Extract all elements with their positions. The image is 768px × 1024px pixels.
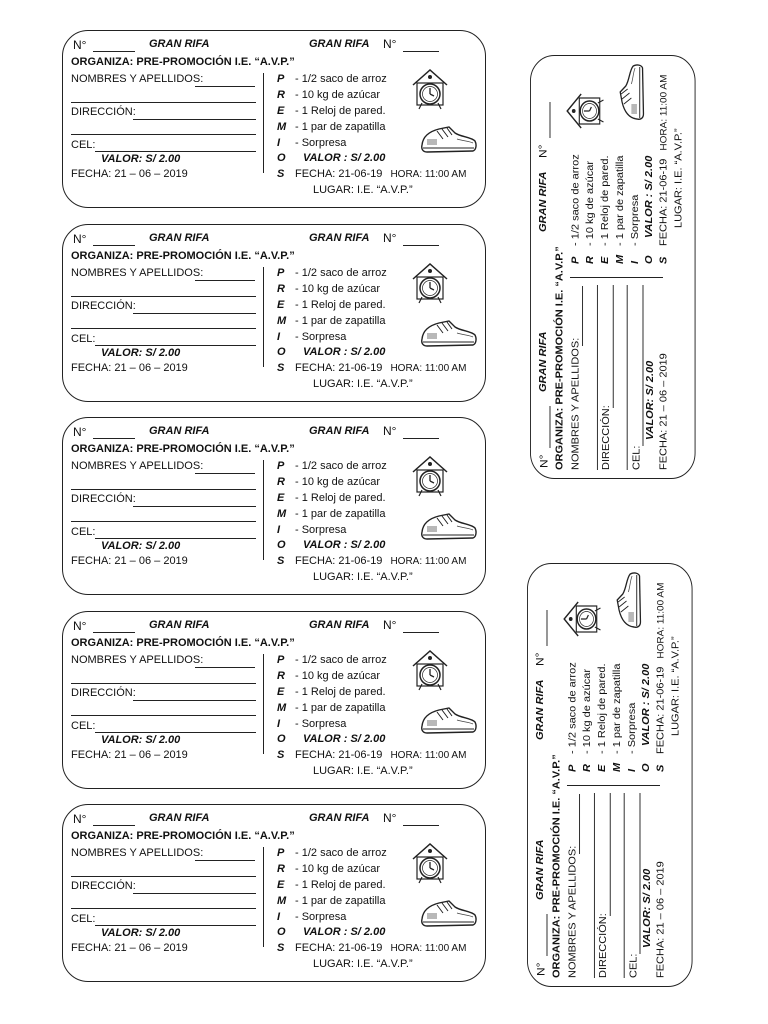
prize-row: R - 10 kg de azúcar	[277, 89, 380, 101]
ticket-title-right: GRAN RIFA	[309, 232, 370, 244]
prize-row: I - Sorpresa	[277, 524, 347, 536]
raffle-ticket	[530, 55, 696, 479]
organizer-line: ORGANIZA: PRE-PROMOCIÓN I.E. “A.V.P.”	[71, 637, 295, 649]
raffle-ticket	[62, 611, 486, 789]
price-left: VALOR: S/ 2.00	[101, 347, 181, 359]
prize-row: M - 1 par de zapatilla	[277, 315, 386, 327]
prize-row: R- 10 kg de azúcar	[584, 161, 597, 264]
prize-row: I- Sorpresa	[626, 702, 638, 772]
cel-label: CEL:	[71, 526, 96, 538]
raffle-ticket	[62, 417, 486, 595]
number-label: N°	[73, 38, 87, 52]
hour-text: HORA: 11:00 AM	[390, 750, 467, 761]
prize-row: P - 1/2 saco de arroz	[277, 267, 387, 279]
ticket-title-left: GRAN RIFA	[537, 331, 549, 392]
prize-row: M- 1 par de zapatilla	[611, 663, 623, 772]
ticket-title-right: GRAN RIFA	[309, 38, 370, 50]
prize-row: P- 1/2 saco de arroz	[569, 154, 582, 264]
ticket-title-right: GRAN RIFA	[309, 812, 370, 824]
sneaker-icon	[419, 123, 479, 157]
place-text: LUGAR: I.E. “A.V.P.”	[313, 378, 413, 390]
organizer-line: ORGANIZA: PRE-PROMOCIÓN I.E. “A.V.P.”	[71, 250, 295, 262]
names-label: NOMBRES Y APELLIDOS:	[566, 845, 579, 978]
prize-row: E - 1 Reloj de pared.	[277, 105, 386, 117]
clock-icon	[564, 88, 607, 134]
price-left: VALOR: S/ 2.00	[101, 734, 181, 746]
prize-row: P - 1/2 saco de arroz	[277, 654, 387, 666]
price-left: VALOR: S/ 2.00	[101, 540, 181, 552]
date-left: FECHA: 21 – 06 – 2019	[71, 168, 188, 180]
ticket-title-right: GRAN RIFA	[309, 425, 370, 437]
prize-row: E - 1 Reloj de pared.	[277, 299, 386, 311]
sneaker-icon	[419, 317, 479, 351]
price-left: VALOR: S/ 2.00	[101, 153, 181, 165]
raffle-ticket	[527, 563, 693, 987]
place-text: LUGAR: I.E. “A.V.P.”	[313, 184, 413, 196]
prize-row: O VALOR : S/ 2.00	[277, 539, 386, 551]
prize-row: O VALOR : S/ 2.00	[277, 152, 386, 164]
prize-row: O VALOR : S/ 2.00	[277, 346, 386, 358]
place-text: LUGAR: I.E. “A.V.P.”	[670, 636, 682, 736]
price-left: VALOR: S/ 2.00	[101, 927, 181, 939]
date-left: FECHA: 21 – 06 – 2019	[71, 942, 188, 954]
ticket-title-right: GRAN RIFA	[309, 619, 370, 631]
number-label-right: N°	[383, 37, 397, 51]
prize-row: M - 1 par de zapatilla	[277, 508, 386, 520]
ticket-title-left: GRAN RIFA	[149, 38, 210, 50]
number-label-right: N°	[383, 811, 397, 825]
number-label-right: N°	[383, 424, 397, 438]
number-label: N°	[73, 232, 87, 246]
prize-row: S FECHA: 21-06-19 HORA: 11:00 AM	[277, 555, 467, 567]
prize-row: SFECHA: 21-06-19HORA: 11:00 AM	[658, 74, 670, 264]
prize-row: R - 10 kg de azúcar	[277, 283, 380, 295]
prize-row: R - 10 kg de azúcar	[277, 670, 380, 682]
prize-row: M- 1 par de zapatilla	[614, 155, 626, 264]
ticket-title-right: GRAN RIFA	[534, 679, 546, 740]
date-left: FECHA: 21 – 06 – 2019	[71, 749, 188, 761]
prize-row: S FECHA: 21-06-19 HORA: 11:00 AM	[277, 942, 467, 954]
prize-row: S FECHA: 21-06-19 HORA: 11:00 AM	[277, 362, 467, 374]
ticket-title-left: GRAN RIFA	[534, 839, 546, 900]
prize-row: M - 1 par de zapatilla	[277, 895, 386, 907]
prize-row: P - 1/2 saco de arroz	[277, 73, 387, 85]
prize-row: R - 10 kg de azúcar	[277, 476, 380, 488]
price-left: VALOR: S/ 2.00	[644, 360, 656, 440]
prize-row: P- 1/2 saco de arroz	[566, 662, 579, 772]
sneaker-icon	[616, 62, 648, 122]
ticket-title-left: GRAN RIFA	[149, 619, 210, 631]
date-left: FECHA: 21 – 06 – 2019	[658, 353, 670, 470]
date-left: FECHA: 21 – 06 – 2019	[71, 555, 188, 567]
raffle-ticket	[62, 224, 486, 402]
number-label-right: N°	[533, 652, 547, 666]
names-label: NOMBRES Y APELLIDOS:	[71, 73, 204, 85]
prize-row: OVALOR : S/ 2.00	[643, 155, 655, 264]
cel-label: CEL:	[71, 720, 96, 732]
prize-row: M - 1 par de zapatilla	[277, 702, 386, 714]
clock-icon	[561, 596, 604, 642]
cel-label: CEL:	[71, 913, 96, 925]
place-text: LUGAR: I.E. “A.V.P.”	[673, 128, 685, 228]
prize-row: I - Sorpresa	[277, 331, 347, 343]
prize-row: E - 1 Reloj de pared.	[277, 879, 386, 891]
prize-row: SFECHA: 21-06-19HORA: 11:00 AM	[655, 582, 667, 772]
sneaker-icon	[613, 570, 645, 630]
clock-icon	[407, 261, 453, 307]
price-left: VALOR: S/ 2.00	[641, 868, 653, 948]
number-label: N°	[73, 619, 87, 633]
ticket-title-left: GRAN RIFA	[149, 232, 210, 244]
hour-text: HORA: 11:00 AM	[656, 582, 667, 659]
number-label-right: N°	[383, 618, 397, 632]
place-text: LUGAR: I.E. “A.V.P.”	[313, 765, 413, 777]
raffle-ticket	[62, 30, 486, 208]
prize-row: E - 1 Reloj de pared.	[277, 492, 386, 504]
organizer-line: ORGANIZA: PRE-PROMOCIÓN I.E. “A.V.P.”	[71, 56, 295, 68]
sneaker-icon	[419, 897, 479, 931]
prize-row: E - 1 Reloj de pared.	[277, 686, 386, 698]
address-label: DIRECCIÓN:	[71, 880, 136, 892]
clock-icon	[407, 454, 453, 500]
prize-row: P - 1/2 saco de arroz	[277, 847, 387, 859]
date-left: FECHA: 21 – 06 – 2019	[71, 362, 188, 374]
prize-row: S FECHA: 21-06-19 HORA: 11:00 AM	[277, 168, 467, 180]
address-label: DIRECCIÓN:	[71, 493, 136, 505]
organizer-line: ORGANIZA: PRE-PROMOCIÓN I.E. “A.V.P.”	[551, 754, 563, 978]
ticket-title-left: GRAN RIFA	[149, 425, 210, 437]
cel-label: CEL:	[628, 953, 640, 978]
raffle-ticket	[62, 804, 486, 982]
sneaker-icon	[419, 510, 479, 544]
prize-row: O VALOR : S/ 2.00	[277, 926, 386, 938]
organizer-line: ORGANIZA: PRE-PROMOCIÓN I.E. “A.V.P.”	[554, 246, 566, 470]
cel-label: CEL:	[71, 333, 96, 345]
prize-row: OVALOR : S/ 2.00	[640, 663, 652, 772]
address-label: DIRECCIÓN:	[600, 405, 612, 470]
prize-row: S FECHA: 21-06-19 HORA: 11:00 AM	[277, 749, 467, 761]
names-label: NOMBRES Y APELLIDOS:	[71, 654, 204, 666]
prize-row: R - 10 kg de azúcar	[277, 863, 380, 875]
hour-text: HORA: 11:00 AM	[390, 556, 467, 567]
names-label: NOMBRES Y APELLIDOS:	[569, 337, 582, 470]
address-label: DIRECCIÓN:	[597, 913, 609, 978]
ticket-title-right: GRAN RIFA	[537, 171, 549, 232]
prize-row: E- 1 Reloj de pared.	[599, 155, 611, 264]
prize-row: I - Sorpresa	[277, 911, 347, 923]
prize-row: P - 1/2 saco de arroz	[277, 460, 387, 472]
number-label: N°	[537, 454, 551, 468]
hour-text: HORA: 11:00 AM	[390, 363, 467, 374]
ticket-title-left: GRAN RIFA	[149, 812, 210, 824]
clock-icon	[407, 841, 453, 887]
organizer-line: ORGANIZA: PRE-PROMOCIÓN I.E. “A.V.P.”	[71, 443, 295, 455]
clock-icon	[407, 67, 453, 113]
number-label-right: N°	[536, 144, 550, 158]
number-label: N°	[534, 962, 548, 976]
cel-label: CEL:	[631, 445, 643, 470]
date-left: FECHA: 21 – 06 – 2019	[655, 861, 667, 978]
prize-row: I - Sorpresa	[277, 137, 347, 149]
prize-row: M - 1 par de zapatilla	[277, 121, 386, 133]
cel-label: CEL:	[71, 139, 96, 151]
hour-text: HORA: 11:00 AM	[390, 943, 467, 954]
prize-row: I- Sorpresa	[629, 194, 641, 264]
names-label: NOMBRES Y APELLIDOS:	[71, 847, 204, 859]
names-label: NOMBRES Y APELLIDOS:	[71, 267, 204, 279]
address-label: DIRECCIÓN:	[71, 300, 136, 312]
clock-icon	[407, 648, 453, 694]
number-label: N°	[73, 425, 87, 439]
organizer-line: ORGANIZA: PRE-PROMOCIÓN I.E. “A.V.P.”	[71, 830, 295, 842]
prize-row: E- 1 Reloj de pared.	[596, 663, 608, 772]
address-label: DIRECCIÓN:	[71, 687, 136, 699]
prize-row: R- 10 kg de azúcar	[581, 669, 594, 772]
hour-text: HORA: 11:00 AM	[659, 74, 670, 151]
names-label: NOMBRES Y APELLIDOS:	[71, 460, 204, 472]
sneaker-icon	[419, 704, 479, 738]
number-label-right: N°	[383, 231, 397, 245]
address-label: DIRECCIÓN:	[71, 106, 136, 118]
number-label: N°	[73, 812, 87, 826]
prize-row: O VALOR : S/ 2.00	[277, 733, 386, 745]
place-text: LUGAR: I.E. “A.V.P.”	[313, 958, 413, 970]
place-text: LUGAR: I.E. “A.V.P.”	[313, 571, 413, 583]
hour-text: HORA: 11:00 AM	[390, 169, 467, 180]
prize-row: I - Sorpresa	[277, 718, 347, 730]
